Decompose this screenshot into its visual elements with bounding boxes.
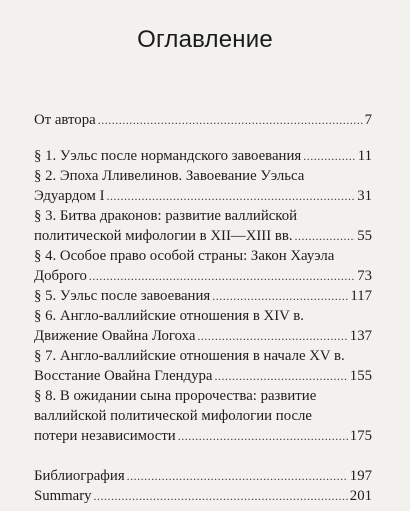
toc-entry-text: Доброго — [34, 268, 87, 284]
dot-leader — [178, 426, 348, 446]
toc-entry-text: Эдуардом I — [34, 188, 105, 204]
toc-entry-line — [34, 306, 372, 326]
toc-entry-text: политической мифологии в XII—XIII вв. — [34, 228, 293, 244]
toc-entry-line — [34, 386, 372, 406]
toc-entry-line — [34, 286, 372, 306]
toc-page-number: 55 — [357, 228, 372, 244]
toc-entry-text: Движение Овайна Логоха — [34, 328, 196, 344]
toc-page-number: 201 — [349, 488, 372, 504]
toc-page-number: 7 — [364, 112, 372, 128]
toc-entry-line — [34, 366, 372, 386]
toc-entry-text: § 7. Англо-валлийские отношения в начале XV в. — [34, 348, 345, 364]
toc-entry-text: потери независимости — [34, 428, 176, 444]
toc-entry-text: валлийской политической мифологии после — [34, 408, 312, 424]
toc-entry-line — [34, 466, 372, 486]
toc-entry-line — [34, 166, 372, 186]
toc-entry-line — [34, 486, 372, 506]
dot-leader — [295, 226, 356, 246]
toc-entry-line — [34, 246, 372, 266]
toc-entry-text: Библиография — [34, 468, 125, 484]
toc-page-number: 175 — [349, 428, 372, 444]
toc-entry-line — [34, 346, 372, 366]
toc-entry-line — [34, 226, 372, 246]
toc-page-number: 11 — [357, 148, 372, 164]
toc-page-number: 155 — [349, 368, 372, 384]
toc-entry-line — [34, 406, 372, 426]
toc-entry-line — [34, 266, 372, 286]
toc-page-number: 73 — [357, 268, 372, 284]
dot-leader — [94, 486, 348, 506]
toc-entry-line — [34, 146, 372, 166]
toc-entry-text: § 8. В ожидании сына пророчества: развитие — [34, 388, 317, 404]
toc-entry-text: Summary — [34, 488, 92, 504]
toc-entry-text: § 2. Эпоха Лливелинов. Завоевание Уэльса — [34, 168, 305, 184]
toc-entry-text: § 6. Англо-валлийские отношения в XIV в. — [34, 308, 304, 324]
toc-page-number: 197 — [349, 468, 372, 484]
toc-entry-text: § 1. Уэльс после нормандского завоевания — [34, 148, 302, 164]
dot-leader — [98, 110, 363, 130]
toc-page-number: 117 — [350, 288, 372, 304]
dot-leader — [214, 366, 347, 386]
dot-leader — [197, 326, 347, 346]
toc-page-number: 31 — [357, 188, 372, 204]
toc-entry-line — [34, 326, 372, 346]
dot-leader — [89, 266, 355, 286]
dot-leader — [303, 146, 356, 166]
toc-entry-line — [34, 110, 372, 130]
dot-leader — [127, 466, 348, 486]
toc-entry-text: Восстание Овайна Глендура — [34, 368, 213, 384]
toc-entry-line — [34, 206, 372, 226]
toc-entry-text: § 3. Битва драконов: развитие валлийской — [34, 208, 298, 224]
toc-entry-line — [34, 426, 372, 446]
toc-entry-text: § 4. Особое право особой страны: Закон Хауэла — [34, 248, 335, 264]
toc-page-number: 137 — [349, 328, 372, 344]
page-title: Оглавление — [137, 26, 273, 53]
dot-leader — [212, 286, 348, 306]
toc-entry-text: От автора — [34, 112, 96, 128]
toc-entry-text: § 5. Уэльс после завоевания — [34, 288, 211, 304]
toc-entry-line — [34, 186, 372, 206]
dot-leader — [107, 186, 356, 206]
